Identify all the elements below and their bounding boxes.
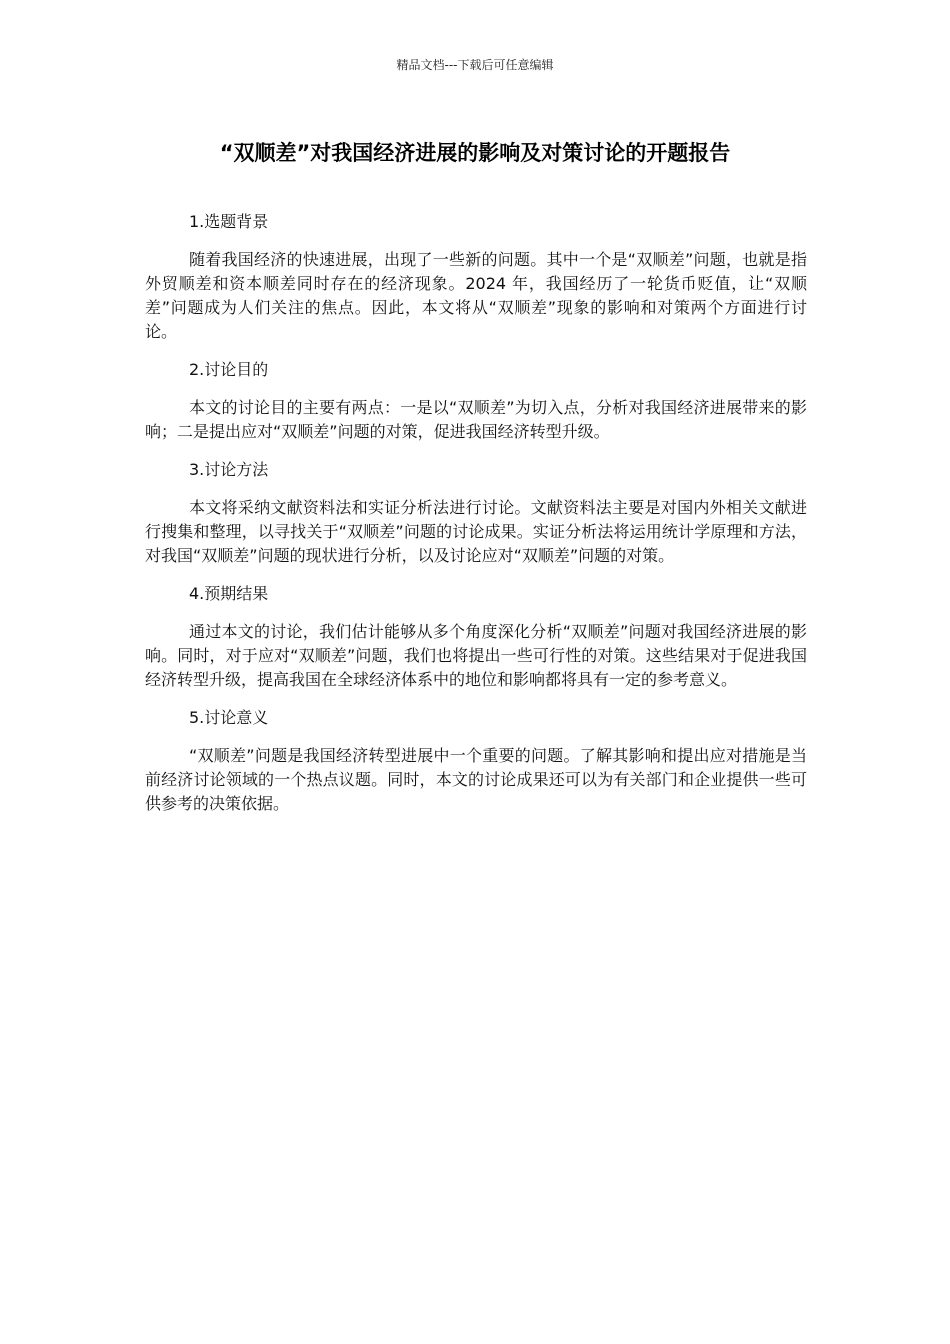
section-body-significance: “双顺差”问题是我国经济转型进展中一个重要的问题。了解其影响和提出应对措施是当前经济讨论领域的一个热点议题。同时，本文的讨论成果还可以为有关部门和企业提供一些可供参考的决策依据。 <box>145 746 807 813</box>
section-body-background: 随着我国经济的快速进展，出现了一些新的问题。其中一个是“双顺差”问题，也就是指外贸顺差和资本顺差同时存在的经济现象。2024 年，我国经历了一轮货币贬值，让“双顺差”问题成为人们关注的焦点。因此，本文将从“双顺差”现象的影响和对策两个方面进行讨论。 <box>145 250 807 341</box>
section-heading-purpose: 2.讨论目的 <box>189 360 269 379</box>
section-heading-expected-results: 4.预期结果 <box>189 584 269 603</box>
section-body-expected-results: 通过本文的讨论，我们估计能够从多个角度深化分析“双顺差”问题对我国经济进展的影响。同时，对于应对“双顺差”问题，我们也将提出一些可行性的对策。这些结果对于促进我国经济转型升级，提高我国在全球经济体系中的地位和影响都将具有一定的参考意义。 <box>145 622 807 689</box>
section-body-method: 本文将采纳文献资料法和实证分析法进行讨论。文献资料法主要是对国内外相关文献进行搜集和整理，以寻找关于“双顺差”问题的讨论成果。实证分析法将运用统计学原理和方法，对我国“双顺差”问题的现状进行分析，以及讨论应对“双顺差”问题的对策。 <box>145 498 807 565</box>
document-body <box>145 210 807 830</box>
section-heading-significance: 5.讨论意义 <box>189 708 269 727</box>
section-heading-background: 1.选题背景 <box>189 212 269 231</box>
header-note: 精品文档---下载后可任意编辑 <box>396 58 554 72</box>
section-body-purpose: 本文的讨论目的主要有两点：一是以“双顺差”为切入点，分析对我国经济进展带来的影响；二是提出应对“双顺差”问题的对策，促进我国经济转型升级。 <box>145 398 807 441</box>
section-heading-method: 3.讨论方法 <box>189 460 269 479</box>
document-title: “双顺差”对我国经济进展的影响及对策讨论的开题报告 <box>219 141 731 165</box>
